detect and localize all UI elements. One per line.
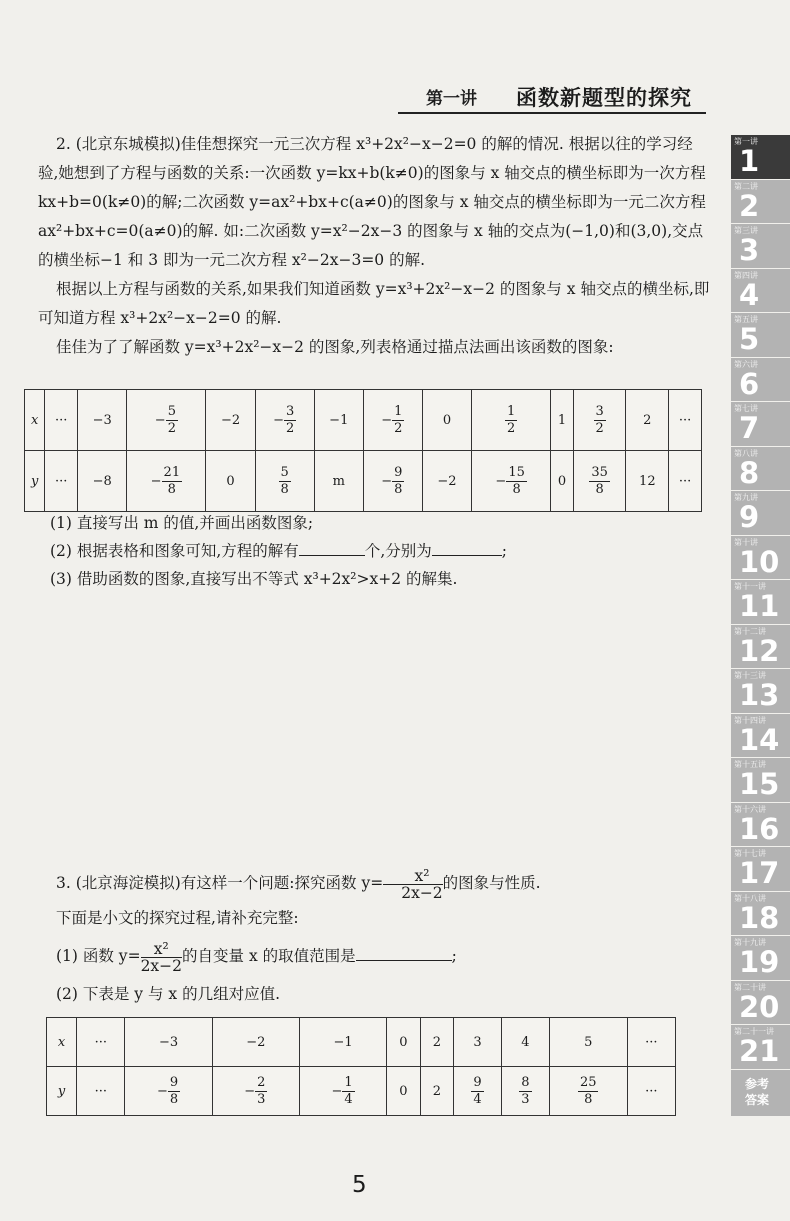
q2-sub-2-text-b: 个,分别为 xyxy=(364,542,432,560)
tab-number: 8 xyxy=(739,455,760,490)
table-row-y xyxy=(25,451,702,512)
table-cell: −1 xyxy=(299,1018,386,1067)
tab-number: 14 xyxy=(739,722,780,757)
lecture-tab-10[interactable] xyxy=(731,536,790,580)
q3-sub-1 xyxy=(38,932,710,980)
tab-number: 19 xyxy=(739,945,780,979)
lecture-label: 第一讲 xyxy=(426,89,477,109)
page-number: 5 xyxy=(352,1172,367,1198)
tab-number: 2 xyxy=(739,188,760,223)
table-cell: −2 xyxy=(422,451,471,512)
tab-small-label: 第十七讲 xyxy=(734,849,766,858)
tab-number: 17 xyxy=(739,856,780,890)
lecture-tab-21[interactable] xyxy=(731,1025,790,1069)
table-cell: $\frac{1}{2}$ xyxy=(472,390,551,451)
tab-small-label: 第八讲 xyxy=(734,448,758,458)
table-cell: ··· xyxy=(627,1067,675,1116)
tab-number: 21 xyxy=(739,1034,780,1068)
tab-small-label: 第十三讲 xyxy=(734,671,766,680)
tab-number: 3 xyxy=(739,233,760,267)
q2-subquestions xyxy=(50,509,507,593)
tab-small-label: 第三讲 xyxy=(734,226,758,235)
table-cell: y xyxy=(47,1067,77,1116)
tab-number: 6 xyxy=(739,366,760,401)
tab-small-label: 第一讲 xyxy=(734,137,758,146)
table-cell: $\frac{3}{2}$ xyxy=(573,390,626,451)
table-cell: 0 xyxy=(422,390,471,451)
table-cell: 12 xyxy=(626,451,669,512)
table-cell: x xyxy=(25,390,45,451)
lecture-topic: 函数新题型的探究 xyxy=(516,85,692,110)
table-cell: − $\frac{9}{8}$ xyxy=(363,451,422,512)
q3-intro-text-a: 3. (北京海淀模拟)有这样一个问题:探究函数 y= xyxy=(56,874,384,892)
question-2 xyxy=(38,130,710,362)
lecture-tab-1[interactable] xyxy=(731,135,790,179)
table-cell: − $\frac{1}{4}$ xyxy=(299,1067,386,1116)
lecture-tab-strip xyxy=(731,135,790,1117)
tab-small-label: 第十四讲 xyxy=(734,715,766,725)
table-cell: − $\frac{21}{8}$ xyxy=(127,451,206,512)
table-cell: 4 xyxy=(501,1018,549,1067)
table-cell: x xyxy=(47,1018,77,1067)
q3-sub-1-text-c: ; xyxy=(451,947,457,965)
tab-number: 20 xyxy=(739,989,780,1024)
lecture-tab-5[interactable] xyxy=(731,313,790,357)
table-cell: 3 xyxy=(454,1018,502,1067)
tab-number: 9 xyxy=(739,500,760,534)
lecture-tab-7[interactable] xyxy=(731,402,790,446)
tab-small-label: 第四讲 xyxy=(734,270,758,280)
tab-small-label: 第五讲 xyxy=(734,315,758,324)
table-cell: 0 xyxy=(206,451,255,512)
answer-tab-label xyxy=(745,1076,769,1108)
tab-number: 11 xyxy=(739,589,780,623)
q2-value-table xyxy=(24,389,702,512)
q3-intro xyxy=(38,862,710,904)
table-row-y xyxy=(47,1067,676,1116)
answer-key-tab[interactable] xyxy=(731,1070,790,1116)
tab-small-label: 第二十讲 xyxy=(734,982,766,992)
fraction-denominator: 2x−2 xyxy=(140,956,183,975)
question-3 xyxy=(38,862,710,1008)
answer-blank-count[interactable] xyxy=(299,539,365,556)
table-cell: $\frac{5}{8}$ xyxy=(255,451,314,512)
tab-small-label: 第二讲 xyxy=(734,181,758,191)
table-cell: y xyxy=(25,451,45,512)
q3-sub-1-text-a: (1) 函数 y= xyxy=(56,947,141,965)
table-cell: 0 xyxy=(551,451,574,512)
fraction-numerator: x² xyxy=(383,868,442,885)
table-cell: $\frac{9}{4}$ xyxy=(454,1067,502,1116)
table-cell: ··· xyxy=(669,451,702,512)
q2-para-2: 根据以上方程与函数的关系,如果我们知道函数 y=x³+2x²−x−2 的图象与 x 轴交点的横坐标,即可知道方程 x³+2x²−x−2=0 的解. xyxy=(38,280,710,327)
table-cell: −2 xyxy=(212,1018,299,1067)
tab-number: 4 xyxy=(739,277,760,312)
lecture-tab-19[interactable] xyxy=(731,936,790,980)
fraction-numerator: x² xyxy=(141,941,182,958)
q2-sub-1: (1) 直接写出 m 的值,并画出函数图象; xyxy=(50,514,314,532)
table-cell: −3 xyxy=(125,1018,212,1067)
lecture-tab-13[interactable] xyxy=(731,669,790,713)
lecture-tab-6[interactable] xyxy=(731,358,790,402)
table-cell: 0 xyxy=(387,1018,420,1067)
q2-sub-2 xyxy=(50,537,507,565)
table-row-x xyxy=(25,390,702,451)
q3-sub-2: (2) 下表是 y 与 x 的几组对应值. xyxy=(56,985,281,1003)
table-row-x xyxy=(47,1018,676,1067)
q2-stem: 2. (北京东城模拟)佳佳想探究一元三次方程 x³+2x²−x−2=0 的解的情况. 根据以往的学习经验,她想到了方程与函数的关系:一次函数 y=kx+b(k≠0)的图象与 x 轴交点的横坐标即为一次方程 kx+b=0(k≠0)的解;二次函数 y=ax²+bx+c(a≠0)的图象与 x 轴交点的横坐标即为一元二次方程 ax²+bx+c=0(a≠0)的解. 如:二次函数 y=x²−2x−3 的图象与 x 轴的交点为(−1,0)和(3,0),交点的横坐标−1 和 3 即为一元二次方程 x²−2x−3=0 的解. xyxy=(38,135,706,269)
q3-intro-text-b: 的图象与性质. xyxy=(442,874,541,892)
tab-small-label: 第十讲 xyxy=(734,537,758,547)
answer-blank-solutions[interactable] xyxy=(432,539,502,556)
lecture-tab-11[interactable] xyxy=(731,580,790,624)
lecture-tab-15[interactable] xyxy=(731,758,790,802)
tab-small-label: 第十六讲 xyxy=(734,804,766,814)
q3-sub-1-text-b: 的自变量 x 的取值范围是 xyxy=(182,947,356,965)
tab-number: 15 xyxy=(739,767,780,801)
table-cell: ··· xyxy=(45,390,78,451)
lecture-tab-2[interactable] xyxy=(731,180,790,224)
tab-small-label: 第十二讲 xyxy=(734,626,766,636)
lecture-tab-16[interactable] xyxy=(731,803,790,847)
table-cell: − $\frac{3}{2}$ xyxy=(255,390,314,451)
lecture-tab-12[interactable] xyxy=(731,625,790,669)
q3-fraction xyxy=(383,868,442,901)
tab-small-label: 第十九讲 xyxy=(734,938,766,947)
table-cell: 1 xyxy=(551,390,574,451)
tab-small-label: 第九讲 xyxy=(734,493,758,502)
lecture-tab-18[interactable] xyxy=(731,892,790,936)
tab-small-label: 第十一讲 xyxy=(734,582,766,591)
table-cell: $\frac{35}{8}$ xyxy=(573,451,626,512)
table-cell: −2 xyxy=(206,390,255,451)
q3-value-table xyxy=(46,1017,676,1116)
tab-number: 18 xyxy=(739,900,780,935)
tab-number: 10 xyxy=(739,544,780,579)
q2-sub-3: (3) 借助函数的图象,直接写出不等式 x³+2x²>x+2 的解集. xyxy=(50,570,458,588)
table-cell: 2 xyxy=(626,390,669,451)
tab-number: 7 xyxy=(739,411,760,445)
tab-number: 16 xyxy=(739,811,780,846)
table-cell: 2 xyxy=(420,1018,453,1067)
table-cell: − $\frac{15}{8}$ xyxy=(472,451,551,512)
table-cell: −1 xyxy=(314,390,363,451)
table-cell: ··· xyxy=(669,390,702,451)
lecture-tab-9[interactable] xyxy=(731,491,790,535)
table-cell: − $\frac{2}{3}$ xyxy=(212,1067,299,1116)
tab-small-label: 第六讲 xyxy=(734,359,758,369)
tab-number: 5 xyxy=(739,322,760,356)
table-cell: ··· xyxy=(77,1067,125,1116)
table-cell: − $\frac{1}{2}$ xyxy=(363,390,422,451)
tab-small-label: 第二十一讲 xyxy=(734,1027,774,1036)
chapter-header xyxy=(398,82,706,114)
table-cell: $\frac{25}{8}$ xyxy=(549,1067,627,1116)
lecture-tab-4[interactable] xyxy=(731,269,790,313)
table-cell: ··· xyxy=(627,1018,675,1067)
lecture-tab-3[interactable] xyxy=(731,224,790,268)
table-cell: m xyxy=(314,451,363,512)
table-cell: −3 xyxy=(78,390,127,451)
tab-small-label: 第七讲 xyxy=(734,404,758,413)
table-cell: $\frac{8}{3}$ xyxy=(501,1067,549,1116)
lecture-tab-17[interactable] xyxy=(731,847,790,891)
tab-number: 1 xyxy=(739,144,760,178)
tab-small-label: 第十五讲 xyxy=(734,760,766,769)
tab-number: 12 xyxy=(739,633,780,668)
tab-number: 13 xyxy=(739,678,780,712)
table-cell: 2 xyxy=(420,1067,453,1116)
answer-blank-domain[interactable] xyxy=(356,944,452,961)
table-cell: ··· xyxy=(77,1018,125,1067)
q3-sub-1-fraction xyxy=(141,941,182,974)
table-cell: 5 xyxy=(549,1018,627,1067)
table-cell: 0 xyxy=(387,1067,420,1116)
q3-line-2: 下面是小文的探究过程,请补充完整: xyxy=(56,909,299,927)
answer-tab-line-2: 答案 xyxy=(745,1092,770,1107)
tab-small-label: 第十八讲 xyxy=(734,893,766,903)
table-cell: ··· xyxy=(45,451,78,512)
q2-sub-2-text-c: ; xyxy=(501,542,507,560)
q2-para-3: 佳佳为了了解函数 y=x³+2x²−x−2 的图象,列表格通过描点法画出该函数的图象: xyxy=(56,338,614,356)
q2-sub-2-text-a: (2) 根据表格和图象可知,方程的解有 xyxy=(50,542,299,560)
lecture-tab-8[interactable] xyxy=(731,447,790,491)
lecture-tab-14[interactable] xyxy=(731,714,790,758)
fraction-denominator: 2x−2 xyxy=(401,883,443,902)
table-cell: − $\frac{9}{8}$ xyxy=(125,1067,212,1116)
lecture-tab-20[interactable] xyxy=(731,981,790,1025)
table-cell: − $\frac{5}{2}$ xyxy=(127,390,206,451)
table-cell: −8 xyxy=(78,451,127,512)
answer-tab-line-1: 参考 xyxy=(745,1076,770,1091)
